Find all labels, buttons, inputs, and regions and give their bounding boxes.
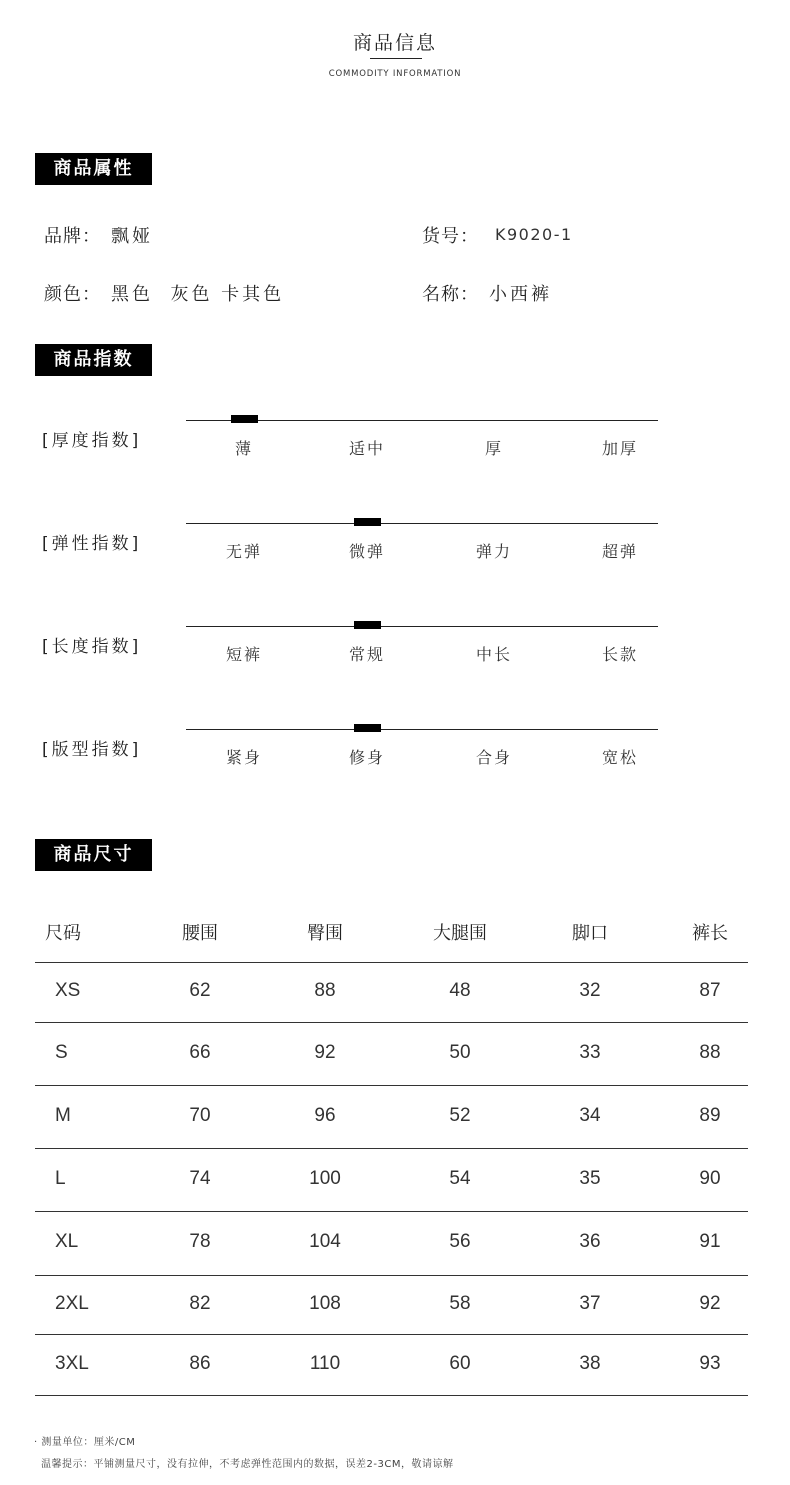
table-cell: 78 (189, 1231, 211, 1252)
table-cell: XL (55, 1231, 79, 1252)
table-cell: 33 (579, 1041, 601, 1063)
table-cell: 92 (699, 1292, 721, 1314)
size-table-header: 尺码 (45, 923, 81, 944)
table-cell: 48 (449, 980, 471, 1001)
section-indices-tag: 商品指数 (35, 344, 152, 376)
index-option: 中长 (475, 645, 512, 664)
measurement-tip: 温馨提示：平铺测量尺寸，没有拉伸，不考虑弹性范围内的数据，误差2-3CM，敬请谅解 (41, 1459, 454, 1470)
section-sizes-tag: 商品尺寸 (35, 839, 152, 871)
index-option: 紧身 (225, 748, 262, 767)
table-row-divider (35, 962, 748, 963)
table-cell: 104 (309, 1231, 341, 1252)
table-cell: 36 (579, 1231, 601, 1252)
table-cell: 93 (699, 1352, 721, 1374)
index-option: 适中 (348, 439, 385, 458)
table-row-divider (35, 1395, 748, 1396)
page-title: 商品信息 (352, 32, 437, 54)
index-option: 超弹 (601, 542, 638, 561)
brand-value: 飘娅 (111, 226, 153, 247)
table-cell: 60 (449, 1352, 471, 1374)
table-cell: 2XL (55, 1292, 89, 1314)
table-cell: 86 (189, 1352, 211, 1374)
table-cell: 108 (309, 1292, 341, 1314)
index-option: 加厚 (601, 439, 638, 458)
table-cell: 89 (699, 1104, 721, 1126)
table-cell: 50 (449, 1041, 471, 1063)
table-cell: 34 (579, 1104, 601, 1126)
table-row-divider (35, 1148, 748, 1149)
table-cell: 52 (449, 1104, 471, 1126)
table-row-divider (35, 1211, 748, 1212)
table-cell: 37 (579, 1292, 601, 1314)
table-cell: 70 (189, 1104, 211, 1126)
table-cell: M (55, 1104, 71, 1126)
index-option: 常规 (348, 645, 385, 664)
table-cell: 32 (579, 980, 601, 1001)
table-cell: 100 (309, 1167, 341, 1189)
color-label: 颜色： (44, 284, 101, 305)
product-name-label: 名称： (422, 284, 479, 305)
index-option: 微弹 (348, 542, 385, 561)
table-row-divider (35, 1334, 748, 1335)
page-subtitle: COMMODITY INFORMATION (328, 69, 462, 79)
color-value: 黑色 灰色 卡其色 (111, 284, 285, 305)
index-option: 弹力 (475, 542, 512, 561)
table-cell: 62 (189, 980, 211, 1001)
index-label: [版型指数] (42, 740, 142, 760)
index-selected-marker (354, 621, 381, 629)
item-number-label: 货号： (422, 226, 479, 247)
index-scale-line (186, 626, 658, 627)
table-cell: 92 (314, 1041, 336, 1063)
table-cell: 3XL (55, 1352, 89, 1374)
table-cell: 74 (189, 1167, 211, 1189)
index-option: 短裤 (225, 645, 262, 664)
table-row-divider (35, 1085, 748, 1086)
table-cell: 56 (449, 1231, 471, 1252)
table-cell: 96 (314, 1104, 336, 1126)
index-option: 薄 (234, 439, 253, 458)
table-cell: S (55, 1041, 68, 1063)
unit-note: · 测量单位：厘米/CM (34, 1437, 136, 1448)
index-scale-line (186, 523, 658, 524)
table-cell: 87 (699, 980, 721, 1001)
index-scale-line (186, 729, 658, 730)
index-selected-marker (354, 724, 381, 732)
table-cell: 90 (699, 1167, 721, 1189)
index-label: [厚度指数] (42, 431, 142, 451)
table-cell: 58 (449, 1292, 471, 1314)
table-cell: 38 (579, 1352, 601, 1374)
brand-label: 品牌： (44, 226, 101, 247)
product-name-value: 小西裤 (489, 284, 552, 305)
size-table-header: 脚口 (572, 923, 608, 944)
index-option: 长款 (601, 645, 638, 664)
table-cell: 35 (579, 1167, 601, 1189)
size-table-header: 裤长 (692, 923, 728, 944)
size-table-header: 腰围 (182, 923, 218, 944)
table-cell: 110 (309, 1352, 341, 1374)
index-option: 宽松 (601, 748, 638, 767)
table-cell: 91 (699, 1231, 721, 1252)
title-underline (370, 58, 422, 59)
size-table-header: 臀围 (307, 923, 343, 944)
table-cell: 54 (449, 1167, 471, 1189)
table-row-divider (35, 1275, 748, 1276)
table-cell: L (55, 1167, 66, 1189)
index-option: 合身 (475, 748, 512, 767)
size-table-header: 大腿围 (433, 923, 487, 944)
index-option: 修身 (348, 748, 385, 767)
table-cell: XS (55, 980, 81, 1001)
table-cell: 66 (189, 1041, 211, 1063)
index-selected-marker (231, 415, 258, 423)
index-option: 厚 (484, 439, 503, 458)
item-number-value: K9020-1 (495, 225, 573, 244)
table-cell: 88 (699, 1041, 721, 1063)
section-attributes-tag: 商品属性 (35, 153, 152, 185)
table-row-divider (35, 1022, 748, 1023)
index-selected-marker (354, 518, 381, 526)
index-label: [弹性指数] (42, 534, 142, 554)
index-label: [长度指数] (42, 637, 142, 657)
index-option: 无弹 (225, 542, 262, 561)
table-cell: 88 (314, 980, 336, 1001)
table-cell: 82 (189, 1292, 211, 1314)
